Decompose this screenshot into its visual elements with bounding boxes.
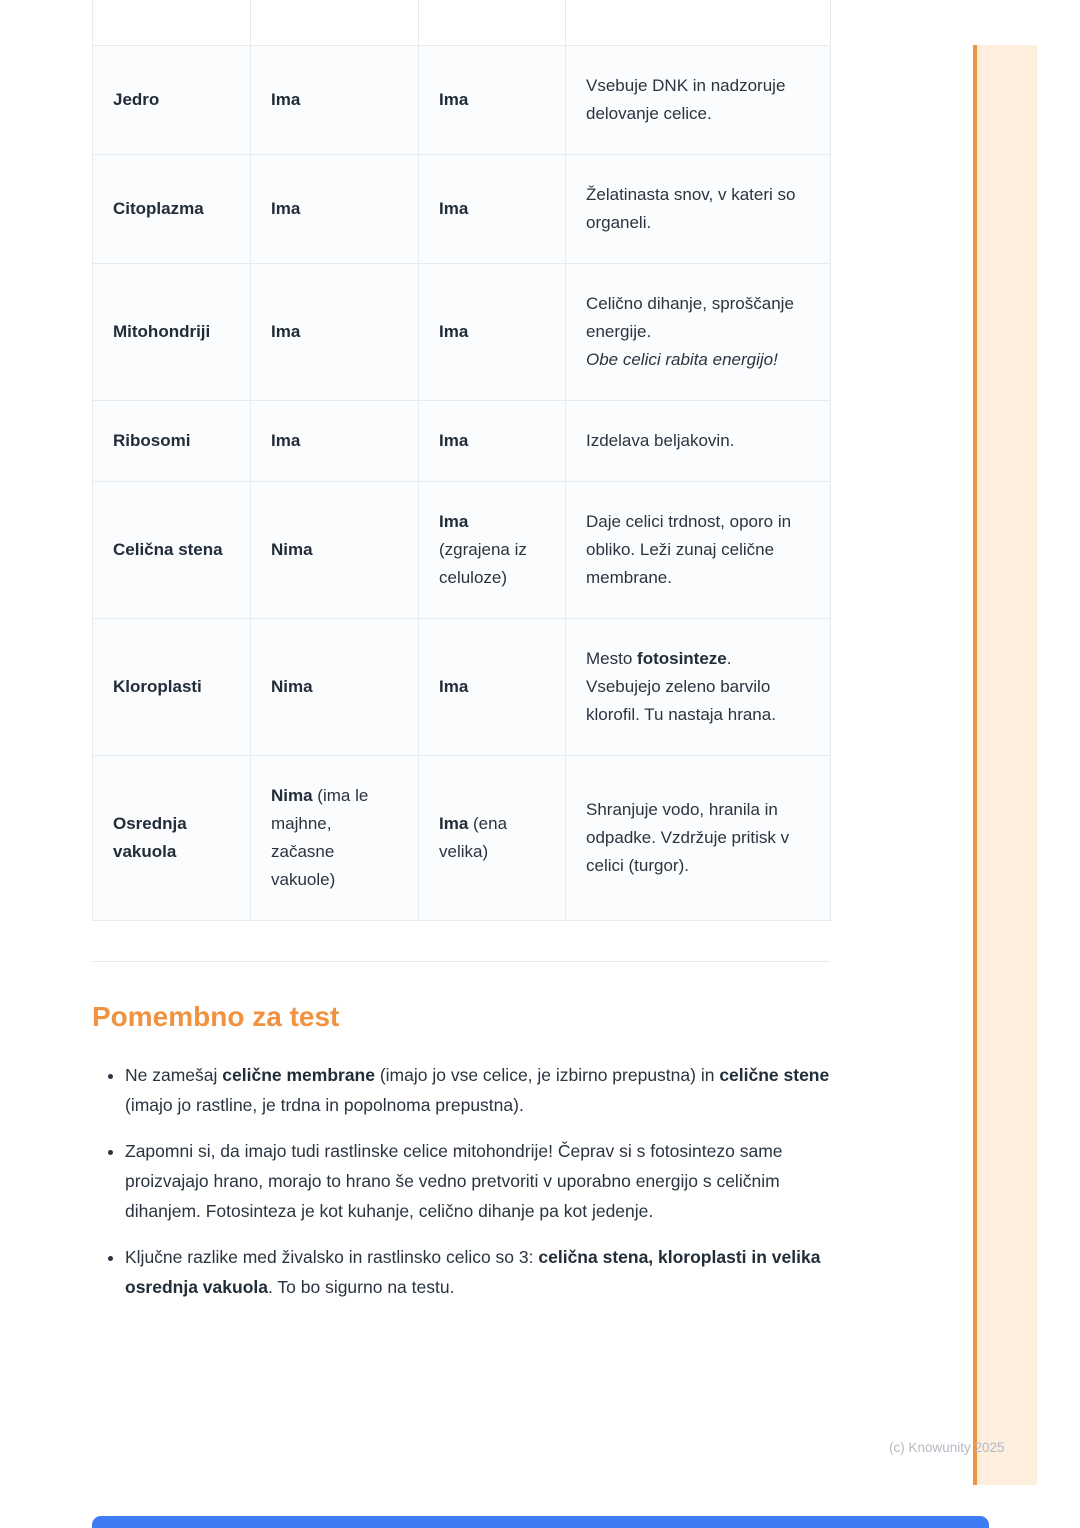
cell-animal: [251, 263, 419, 400]
cell-cropped: [566, 0, 831, 45]
function-text-bold: fotosinteze: [637, 648, 727, 668]
function-text-italic: Obe celici rabita energijo!: [586, 349, 778, 369]
organelle-name: Ribosomi: [113, 430, 191, 450]
plant-note: (zgrajena iz celuloze): [439, 539, 527, 587]
cell-plant: [419, 263, 566, 400]
organelle-name: Osrednja vakuola: [113, 813, 187, 861]
cell-plant: [419, 481, 566, 618]
plant-value: Ima: [439, 813, 469, 833]
plant-value: Ima: [439, 321, 469, 341]
organelle-name: Celična stena: [113, 539, 223, 559]
text-segment-bold: celična stena, kloroplasti in velika osrednja vakuola: [125, 1246, 821, 1297]
organelle-name: Citoplazma: [113, 198, 204, 218]
function-text: Izdelava beljakovin.: [586, 430, 735, 450]
cell-cropped: [93, 0, 251, 45]
table-row-osrednja-vakuola: [93, 755, 831, 920]
cell-animal: [251, 45, 419, 154]
cell-animal: [251, 618, 419, 755]
cell-plant: [419, 154, 566, 263]
animal-value: Nima: [271, 539, 313, 559]
function-text: Daje celici trdnost, oporo in obliko. Leži zunaj celične membrane.: [586, 511, 792, 587]
organelle-name: Kloroplasti: [113, 676, 202, 696]
cell-organelle: [93, 263, 251, 400]
table-row-ribosomi: [93, 400, 831, 481]
table-row-cropped: [93, 0, 831, 45]
plant-value: Ima: [439, 430, 469, 450]
table-row-jedro: [93, 45, 831, 154]
cell-animal: [251, 154, 419, 263]
plant-value: Ima: [439, 198, 469, 218]
cell-organelle: [93, 618, 251, 755]
cell-function: [566, 481, 831, 618]
cell-function: [566, 400, 831, 481]
cell-animal: [251, 400, 419, 481]
plant-value: Ima: [439, 89, 469, 109]
cell-plant: [419, 618, 566, 755]
cell-organelle: [93, 45, 251, 154]
cell-organelle: [93, 154, 251, 263]
function-text: Mesto: [586, 648, 638, 668]
page-side-stripe: [973, 45, 1037, 1485]
animal-note: (ima le majhne, začasne vakuole): [271, 785, 369, 889]
animal-value: Nima: [271, 676, 313, 696]
function-text: Shranjuje vodo, hranila in odpadke. Vzdržuje pritisk v celici (turgor).: [586, 799, 790, 875]
cell-animal: [251, 755, 419, 920]
cell-cropped: [251, 0, 419, 45]
cell-animal: [251, 481, 419, 618]
animal-value: Nima: [271, 785, 313, 805]
page-content: [92, 0, 830, 1318]
cell-organelle: [93, 481, 251, 618]
animal-value: Ima: [271, 430, 301, 450]
cell-cropped: [419, 0, 566, 45]
cell-organelle: [93, 755, 251, 920]
animal-value: Ima: [271, 89, 301, 109]
notes-list: [92, 1060, 830, 1302]
list-item: [125, 1242, 830, 1302]
organelle-name: Mitohondriji: [113, 321, 211, 341]
text-segment: . To bo sigurno na testu.: [267, 1276, 455, 1297]
plant-value: Ima: [439, 676, 469, 696]
list-item: [125, 1136, 830, 1226]
section-divider: [92, 961, 830, 962]
function-text: Želatinasta snov, v kateri so organeli.: [586, 184, 796, 232]
cell-function: [566, 263, 831, 400]
list-item: [125, 1060, 830, 1120]
function-text: Celično dihanje, sproščanje energije.: [586, 293, 794, 341]
text-segment: Zapomni si, da imajo tudi rastlinske celice mitohondrije! Čeprav si s fotosintezo same proizvajajo hrano, morajo to hrano še vedno pretvoriti v uporabno energijo s celičnim dihanjem. Fotosinteza je kot kuhanje, celično dihanje pa kot jedenje.: [125, 1140, 783, 1221]
section-title: Pomembno za test: [92, 1000, 340, 1032]
text-segment: Ne zamešaj: [125, 1064, 223, 1085]
function-text: . Vsebujejo zeleno barvilo klorofil. Tu nastaja hrana.: [586, 648, 776, 724]
plant-value: Ima: [439, 511, 469, 531]
table-row-mitohondriji: [93, 263, 831, 400]
cell-function: [566, 45, 831, 154]
cell-plant: [419, 45, 566, 154]
table-row-citoplazma: [93, 154, 831, 263]
cell-function: [566, 618, 831, 755]
table-row-celicna-stena: [93, 481, 831, 618]
plant-note: (ena velika): [439, 813, 508, 861]
cell-plant: [419, 755, 566, 920]
text-segment-bold: celične membrane: [222, 1064, 375, 1085]
bottom-bar: [92, 1516, 989, 1528]
text-segment: (imajo jo rastline, je trdna in popolnoma prepustna).: [125, 1094, 524, 1115]
table-row-kloroplasti: [93, 618, 831, 755]
cell-plant: [419, 400, 566, 481]
watermark: (c) Knowunity 2025: [889, 1440, 1005, 1455]
function-text: Vsebuje DNK in nadzoruje delovanje celice.: [586, 75, 786, 123]
animal-value: Ima: [271, 198, 301, 218]
cell-organelle: [93, 400, 251, 481]
animal-value: Ima: [271, 321, 301, 341]
text-segment: (imajo jo vse celice, je izbirno prepustna) in: [374, 1064, 720, 1085]
text-segment: Ključne razlike med živalsko in rastlinsko celico so 3:: [125, 1246, 539, 1267]
cell-function: [566, 154, 831, 263]
text-segment-bold: celične stene: [719, 1064, 830, 1085]
organelle-name: Jedro: [113, 89, 160, 109]
cell-function: [566, 755, 831, 920]
cell-comparison-table: [92, 0, 831, 921]
